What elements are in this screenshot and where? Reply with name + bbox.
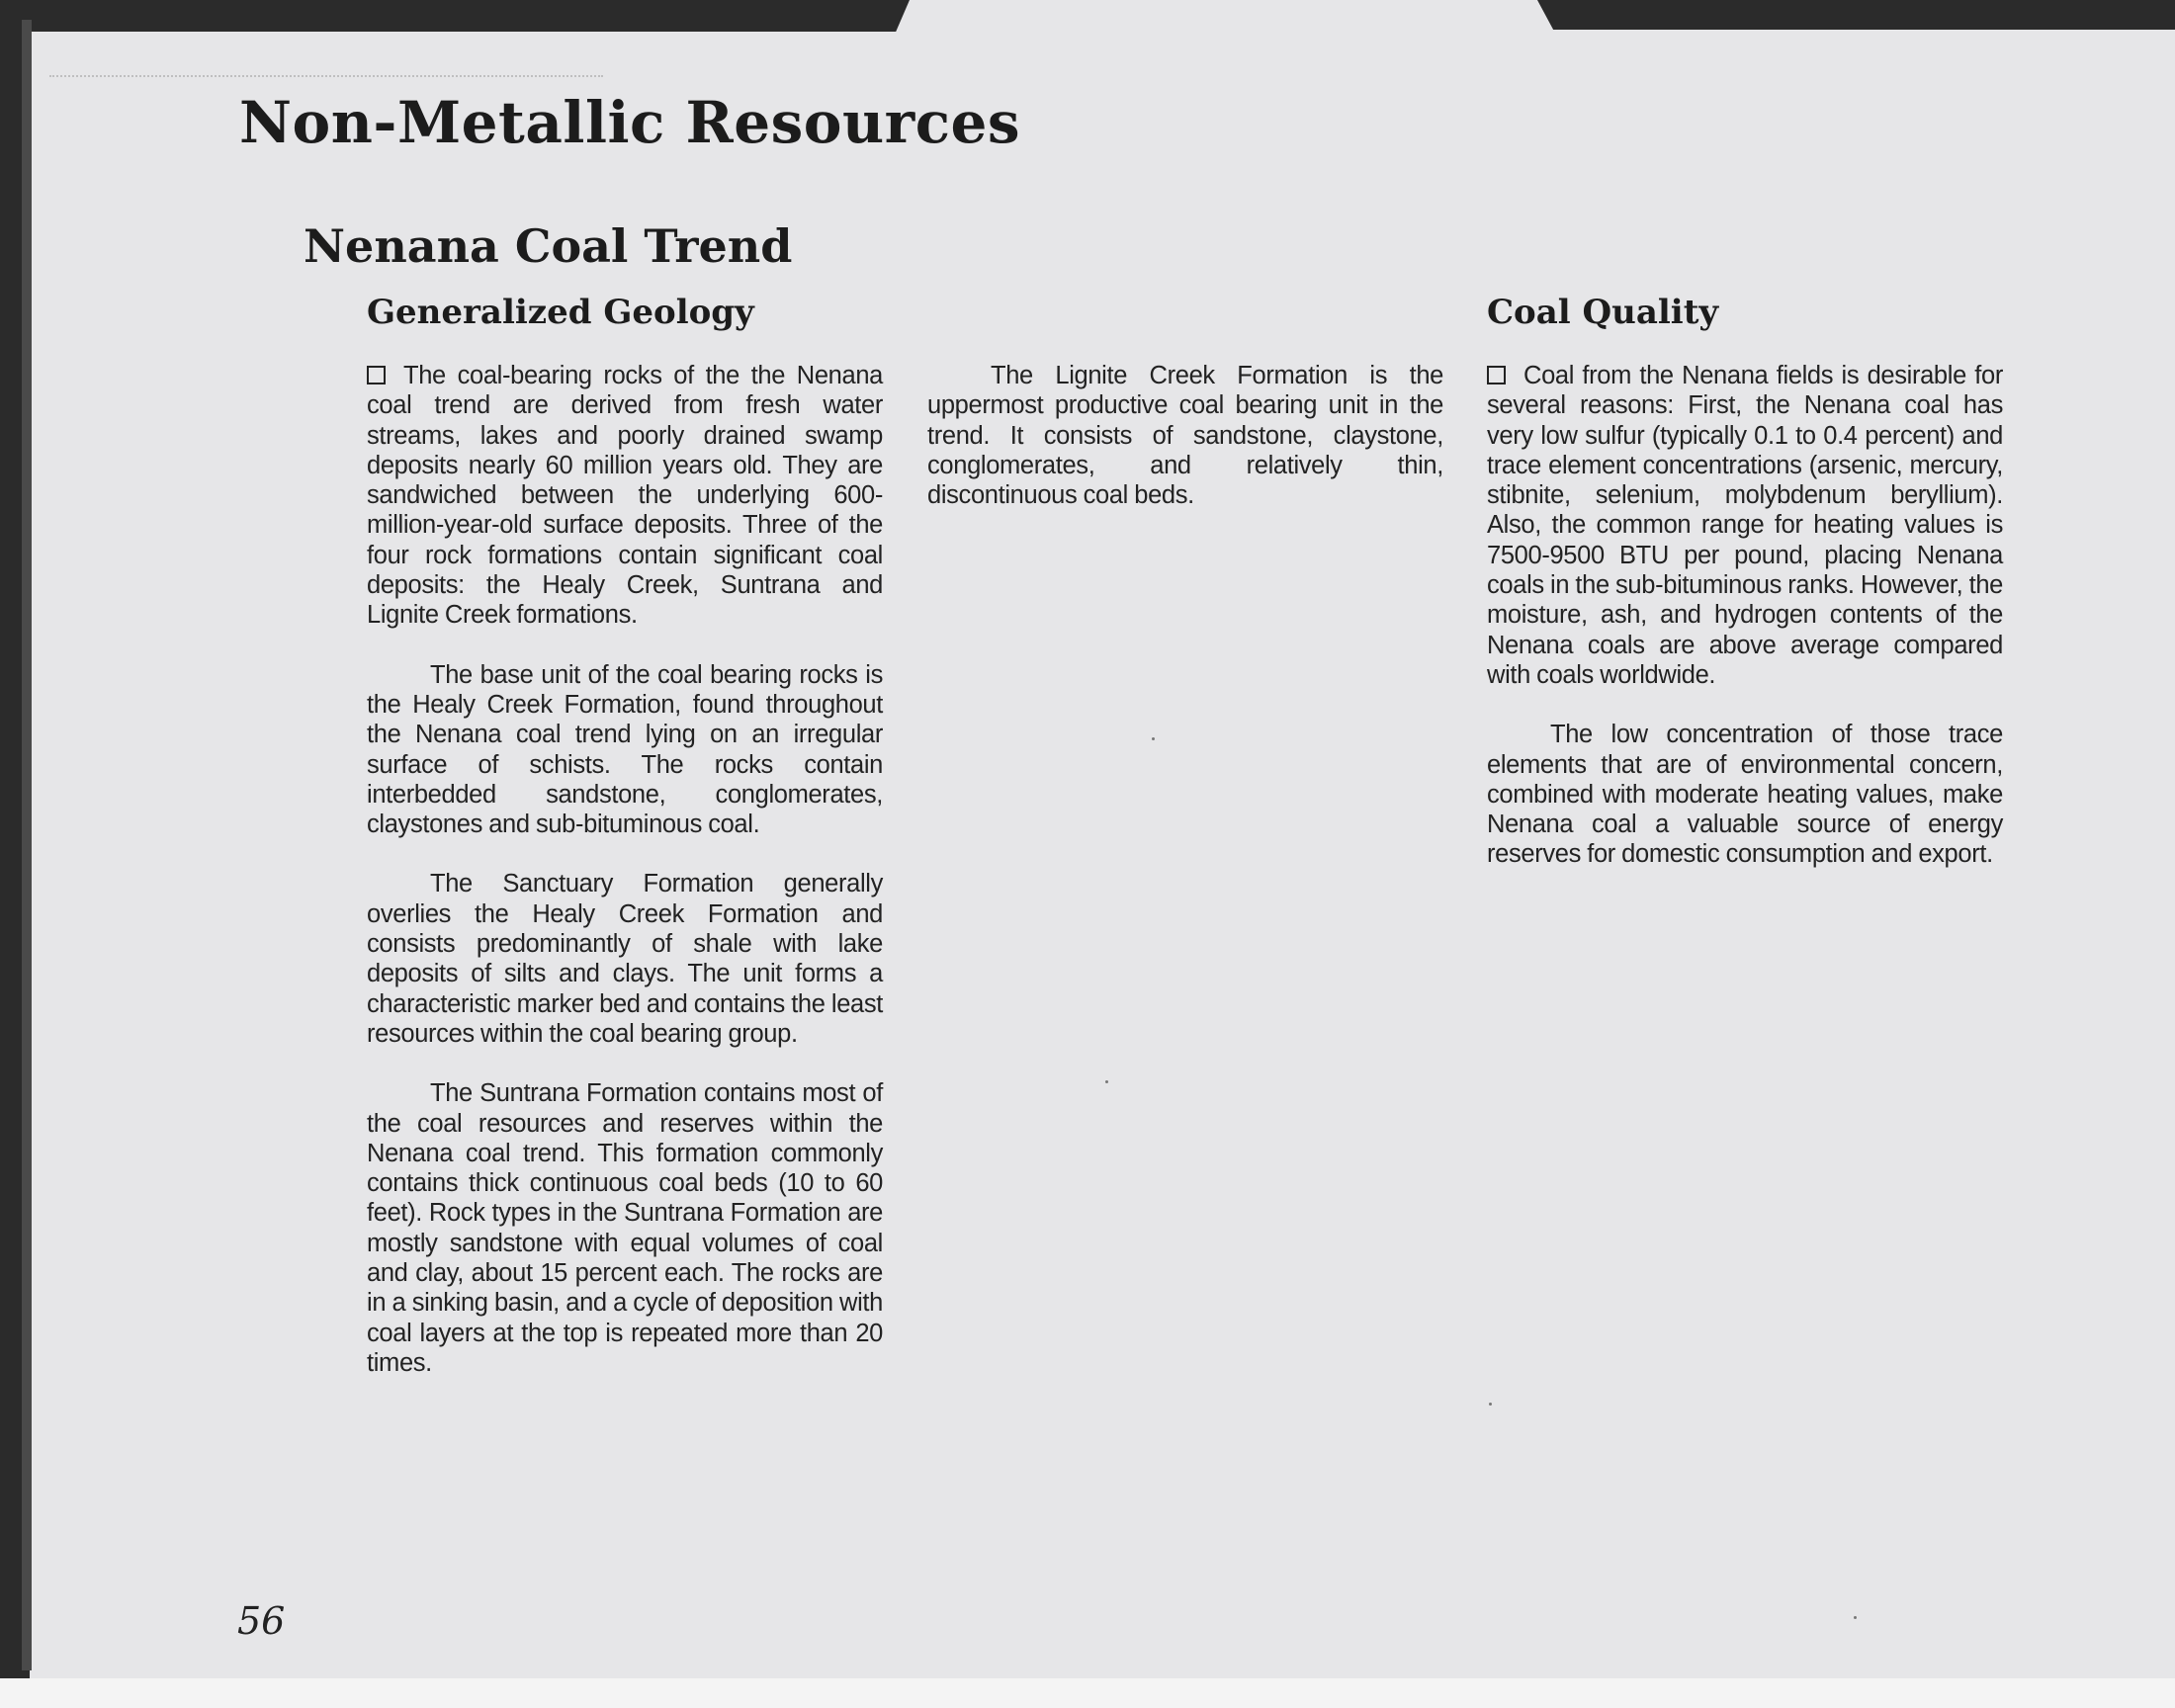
scan-artifact-line <box>49 75 603 77</box>
geology-paragraph: The Sanctuary Formation generally overlies the Healy Creek Formation and consists predominantly of shale with lake deposits of silts and clays. The unit forms a characteristic marker bed and contains the least resources within the coal bearing group. <box>367 870 883 1048</box>
scan-speck <box>1105 1080 1108 1083</box>
scan-border-left-inner <box>22 20 32 1670</box>
scan-speck <box>1854 1616 1857 1619</box>
geology-paragraph: The base unit of the coal bearing rocks is the Healy Creek Formation, found throughout the Nenana coal trend lying on an irregular surface of schists. The rocks contain interbedded sandstone, conglomerates, claystones and sub-bituminous coal. <box>367 660 883 839</box>
lignite-creek-paragraph: The Lignite Creek Formation is the uppermost productive coal bearing unit in the trend. It consists of sandstone, claystone, conglomerates, and relatively thin, discontinuous coal beds. <box>927 362 1443 510</box>
geology-paragraph-text: The coal-bearing rocks of the the Nenana coal trend are derived from fresh water streams, lakes and poorly drained swamp deposits nearly 60 million years old. They are sandwiched between the underlying 600-million-year-old surface deposits. Three of the four rock formations contain significant coal deposits: the Healy Creek, Suntrana and Lignite Creek formations. <box>367 362 883 630</box>
bullet-box-icon <box>1487 366 1506 384</box>
bullet-box-icon <box>367 366 386 384</box>
geology-paragraph: The Suntrana Formation contains most of the coal resources and reserves within the Nenana coal trend. This formation commonly contains thick continuous coal beds (10 to 60 feet). Rock types in the Suntrana Formation are mostly sandstone with equal volumes of coal and clay, about 15 percent each. The rocks are in a sinking basin, and a cycle of deposition with coal layers at the top is repeated more than 20 times. <box>367 1079 883 1377</box>
scan-speck <box>1489 1403 1492 1406</box>
scan-border-top-left <box>0 0 910 32</box>
geology-heading: Generalized Geology <box>367 293 754 332</box>
quality-paragraph-text: Coal from the Nenana fields is desirable for several reasons: First, the Nenana coal has very low sulfur (typically 0.1 to 0.4 percent) and trace element concentrations (arsenic, mercury, stibnite, selenium, molybdenum beryllium). Also, the common range for heating values is 7500-9500 BTU per pound, placing Nenana coals in the sub-bituminous ranks. However, the moisture, ash, and hydrogen contents of the Nenana coals are above average compared with coals worldwide. <box>1487 362 2003 689</box>
page-number: 56 <box>237 1599 286 1643</box>
middle-column <box>927 361 1443 540</box>
scan-border-bottom <box>0 1678 2175 1708</box>
coal-quality-heading: Coal Quality <box>1487 293 1719 332</box>
geology-paragraph <box>367 361 883 631</box>
coal-quality-column <box>1487 361 2003 899</box>
scan-speck <box>1152 737 1155 740</box>
quality-paragraph <box>1487 361 2003 690</box>
geology-column <box>367 361 883 1408</box>
quality-paragraph: The low concentration of those trace elements that are of environmental concern, combined with moderate heating values, make Nenana coal a valuable source of energy reserves for domestic consumption and export. <box>1487 721 2003 869</box>
section-title: Nenana Coal Trend <box>304 219 793 273</box>
page-title: Non-Metallic Resources <box>239 89 1021 156</box>
scan-border-top-right <box>1537 0 2175 30</box>
